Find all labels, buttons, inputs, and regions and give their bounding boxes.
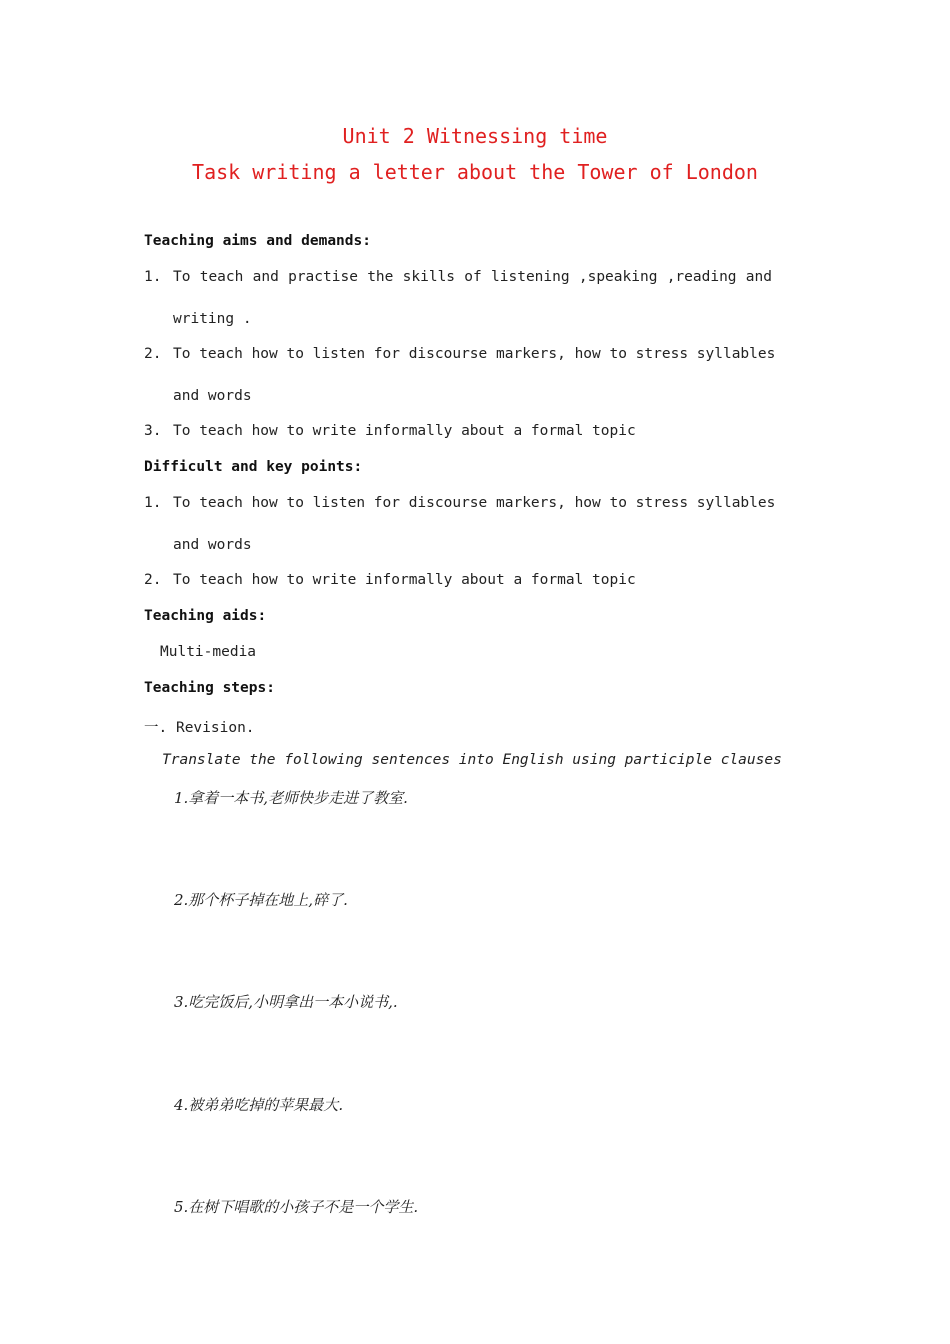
unit-title: Unit 2 Witnessing time <box>342 124 608 148</box>
aims-item-1-continuation: writing . <box>173 311 252 327</box>
difficult-item-2 <box>144 572 774 592</box>
steps-heading: Teaching steps: <box>144 680 275 696</box>
aids-heading: Teaching aids: <box>144 608 267 624</box>
sentence-3: 3.吃完饭后,小明拿出一本小说书,. <box>174 993 398 1011</box>
difficult-heading: Difficult and key points: <box>144 459 363 475</box>
aims-item-3-text: To teach how to write informally about a formal topic <box>173 423 636 439</box>
lesson-title: Task writing a letter about the Tower of London <box>192 160 758 184</box>
difficult-item-1-number: 1. <box>144 495 162 511</box>
aids-text: Multi-media <box>160 644 257 660</box>
aims-item-2 <box>144 346 774 366</box>
sentence-5: 5.在树下唱歌的小孩子不是一个学生. <box>174 1198 419 1216</box>
aims-item-3 <box>144 423 774 443</box>
aims-item-2-text: To teach how to listen for discourse markers, how to stress syllables <box>173 346 776 362</box>
aims-item-1-text: To teach and practise the skills of listening ,speaking ,reading and <box>173 269 772 285</box>
sentence-1: 1.拿着一本书,老师快步走进了教室. <box>174 789 408 807</box>
translation-instruction: Translate the following sentences into English using participle clauses <box>162 752 782 768</box>
sentence-2: 2.那个杯子掉在地上,碎了. <box>174 891 348 909</box>
difficult-item-2-text: To teach how to write informally about a formal topic <box>173 572 636 588</box>
sentence-4: 4.被弟弟吃掉的苹果最大. <box>174 1096 344 1114</box>
aims-item-1-number: 1. <box>144 269 162 285</box>
difficult-item-1-continuation: and words <box>173 537 252 553</box>
difficult-item-1 <box>144 495 774 515</box>
aims-item-2-continuation: and words <box>173 388 252 404</box>
revision-label: 一. Revision. <box>144 720 255 736</box>
aims-item-3-number: 3. <box>144 423 162 439</box>
aims-heading: Teaching aims and demands: <box>144 233 371 249</box>
difficult-item-2-number: 2. <box>144 572 162 588</box>
aims-item-1 <box>144 269 774 289</box>
aims-item-2-number: 2. <box>144 346 162 362</box>
difficult-item-1-text: To teach how to listen for discourse markers, how to stress syllables <box>173 495 776 511</box>
